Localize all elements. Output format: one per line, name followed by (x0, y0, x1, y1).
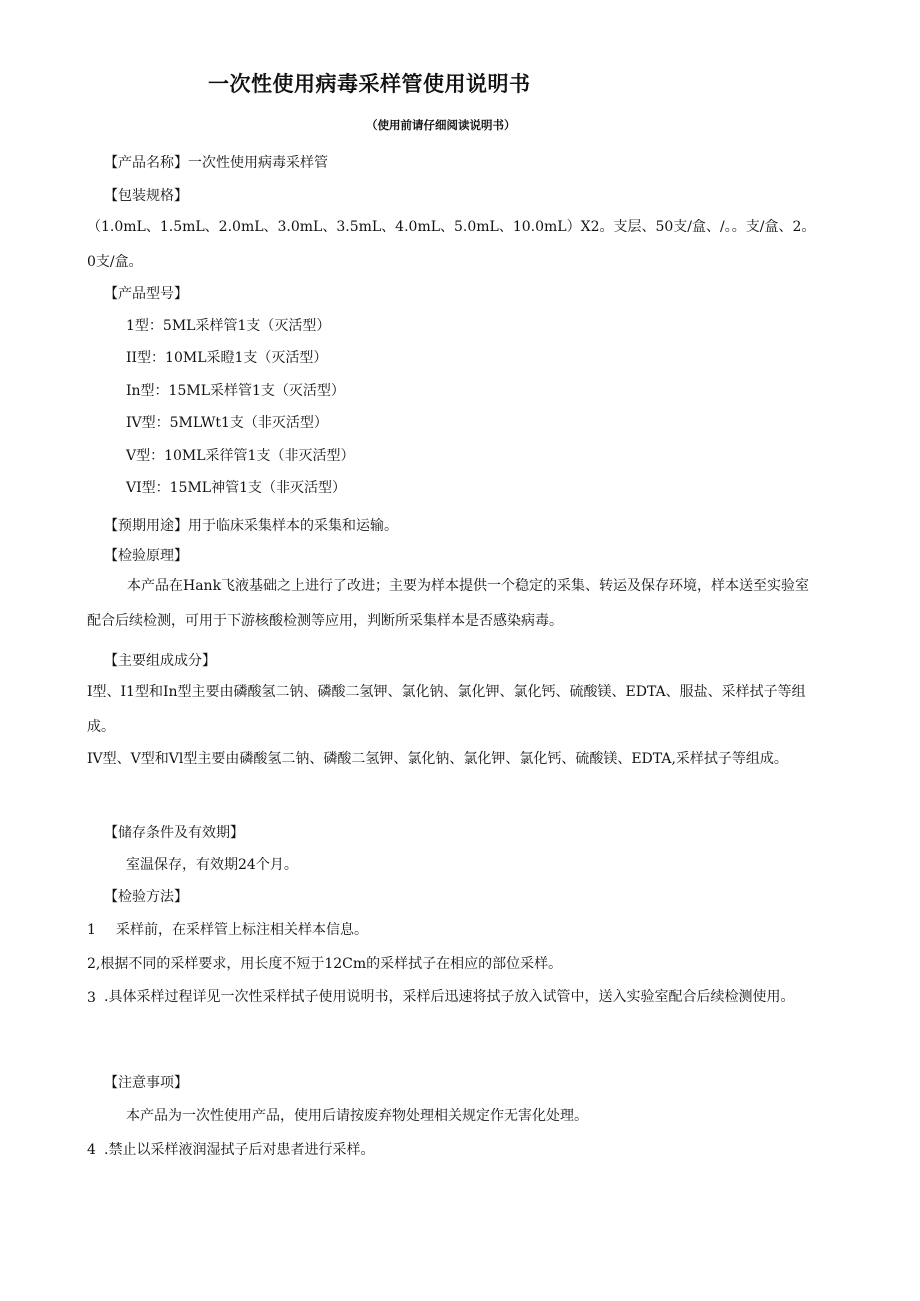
model-item: 1型：5ML采样管1支（灭活型） (126, 318, 331, 334)
model-item: II型：10ML采瞪1支（灭活型） (126, 350, 328, 366)
product-name-value: 一次性使用病毒采样管 (188, 155, 328, 171)
composition-para-1: I型、I1型和In型主要由磷酸氢二钠、磷酸二氢钾、氯化钠、氯化钾、氯化钙、硫酸镁、EDTA、服盐、采样拭子等组成。 (87, 684, 806, 735)
notes-item-4-number: 4 (87, 1142, 96, 1158)
method-heading: 【检验方法】 (104, 889, 188, 905)
model-heading: 【产品型号】 (104, 286, 188, 302)
notes-item-4: .禁止以采样液润湿拭子后对患者进行采样。 (104, 1142, 375, 1158)
principle-heading: 【检验原理】 (104, 548, 188, 564)
intended-use-row (104, 516, 398, 536)
model-item: VI型：15ML神管1支（非灭活型） (126, 480, 346, 496)
document-title: 一次性使用病毒采样管使用说明书 (208, 72, 531, 96)
packaging-text: （1.0mL、1.5mL、2.0mL、3.0mL、3.5mL、4.0mL、5.0mL、10.0mL）X2。支层、50支/盒、/。。支/盒、2。0支/盒。 (87, 219, 816, 270)
packaging-heading: 【包装规格】 (104, 188, 188, 204)
method-item-3: .具体采样过程详见一次性采样拭子使用说明书，采样后迅速将拭子放入试管中，送入实验室配合后续检测使用。 (104, 989, 795, 1005)
storage-text: 室温保存，有效期24个月。 (126, 857, 298, 873)
method-item-1: 采样前，在采样管上标注相关样本信息。 (116, 922, 368, 938)
method-item-2: 2,根据不同的采样要求，用长度不短于12Cm的采样拭子在相应的部位采样。 (87, 956, 563, 972)
product-name-row (104, 153, 328, 173)
composition-para-2: IV型、V型和Vl型主要由磷酸氢二钠、磷酸二氢钾、氯化钠、氯化钾、氯化钙、硫酸镁、EDTA,采样拭子等组成。 (87, 751, 788, 767)
notes-text: 本产品为一次性使用产品，使用后请按废弃物处理相关规定作无害化处理。 (126, 1108, 588, 1124)
intended-use-value: 用于临床采集样本的采集和运输。 (188, 518, 398, 534)
principle-text: 本产品在Hank飞液基础之上进行了改进；主要为样本提供一个稳定的采集、转运及保存环境，样本送至实验室配合后续检测，可用于下游核酸检测等应用，判断所采集样本是否感染病毒。 (87, 578, 810, 629)
model-item: V型：10ML采徉管1支（非灭活型） (126, 448, 355, 464)
method-item-3-number: 3 (87, 990, 96, 1006)
composition-heading: 【主要组成成分】 (104, 653, 216, 669)
product-name-heading: 【产品名称】 (104, 155, 188, 171)
method-item-1-number: 1 (87, 922, 96, 938)
model-item: In型：15ML采样管1支（灭活型） (126, 383, 345, 399)
model-item: IV型：5MLWt1支（非灭活型） (126, 415, 328, 431)
document-subtitle: （使用前请仔细阅读说明书） (366, 118, 516, 132)
notes-heading: 【注意事项】 (104, 1075, 188, 1091)
storage-heading: 【储存条件及有效期】 (104, 825, 244, 841)
intended-use-heading: 【预期用途】 (104, 518, 188, 534)
